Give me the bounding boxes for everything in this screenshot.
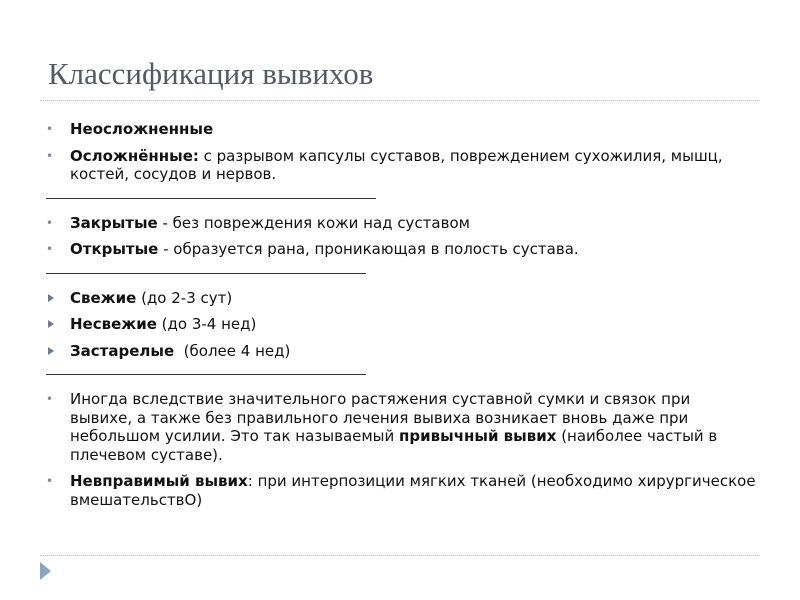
bullet-dot-icon: •	[46, 242, 54, 256]
next-slide-arrow-icon[interactable]	[40, 562, 51, 580]
slide-title: Классификация вывихов	[48, 56, 374, 91]
item-text: (более 4 нед)	[174, 341, 291, 360]
bullet-dot-icon: •	[46, 148, 54, 163]
item-text: Иногда вследствие значительного растяжения суставной сумки и связок при вывихе, а также без правильного лечения вывиха возникает вновь даже при небольшом усилии. Это так называемый	[70, 390, 691, 445]
bullet-dot-icon: •	[46, 392, 54, 406]
list-item-open	[46, 240, 756, 259]
list-item-chronic	[46, 342, 756, 361]
list-item-irreducible-dislocation	[46, 472, 756, 509]
title-divider	[40, 100, 760, 101]
item-text: : при интерпозиции мягких тканей (необходимо хирургическое вмешательствО)	[70, 472, 756, 509]
bullet-triangle-icon	[48, 347, 54, 355]
item-text: - образуется рана, проникающая в полость сустава.	[158, 240, 579, 258]
item-term: привычный вывих	[399, 427, 557, 445]
item-term: Открытые	[70, 240, 159, 258]
item-text: (до 3-4 нед)	[156, 315, 257, 333]
bullet-triangle-icon	[48, 320, 54, 328]
item-term: Невправимый вывих	[70, 472, 248, 490]
list-item-fresh	[46, 289, 756, 308]
item-term: Застарелые	[70, 341, 175, 360]
footer-divider	[40, 555, 760, 556]
bullet-dot-icon: •	[46, 474, 54, 488]
item-term: Свежие	[70, 288, 137, 307]
list-item-habitual-dislocation	[46, 390, 756, 464]
section-separator	[46, 374, 366, 375]
item-text: (наиболее частый в плечевом суставе).	[70, 427, 718, 464]
item-text: с разрывом капсулы суставов, повреждением сухожилия, мышц, костей, сосудов и нервов.	[70, 146, 723, 183]
bullet-dot-icon: •	[46, 122, 54, 136]
section-separator	[46, 198, 376, 199]
slide-content	[46, 120, 756, 517]
bullet-dot-icon: •	[46, 215, 54, 230]
item-term: Неосложненные	[70, 120, 214, 138]
list-item-stale	[46, 315, 756, 334]
item-text: - без повреждения кожи над суставом	[157, 213, 470, 232]
bullet-triangle-icon	[48, 294, 54, 302]
item-term: Закрытые	[70, 213, 158, 232]
item-text: (до 2-3 сут)	[136, 288, 233, 307]
list-item-complicated	[46, 147, 756, 184]
list-item-uncomplicated	[46, 120, 756, 139]
section-separator	[46, 273, 366, 274]
list-item-closed	[46, 214, 756, 233]
item-term: Несвежие	[70, 315, 157, 333]
item-term: Осложнённые:	[70, 146, 199, 165]
